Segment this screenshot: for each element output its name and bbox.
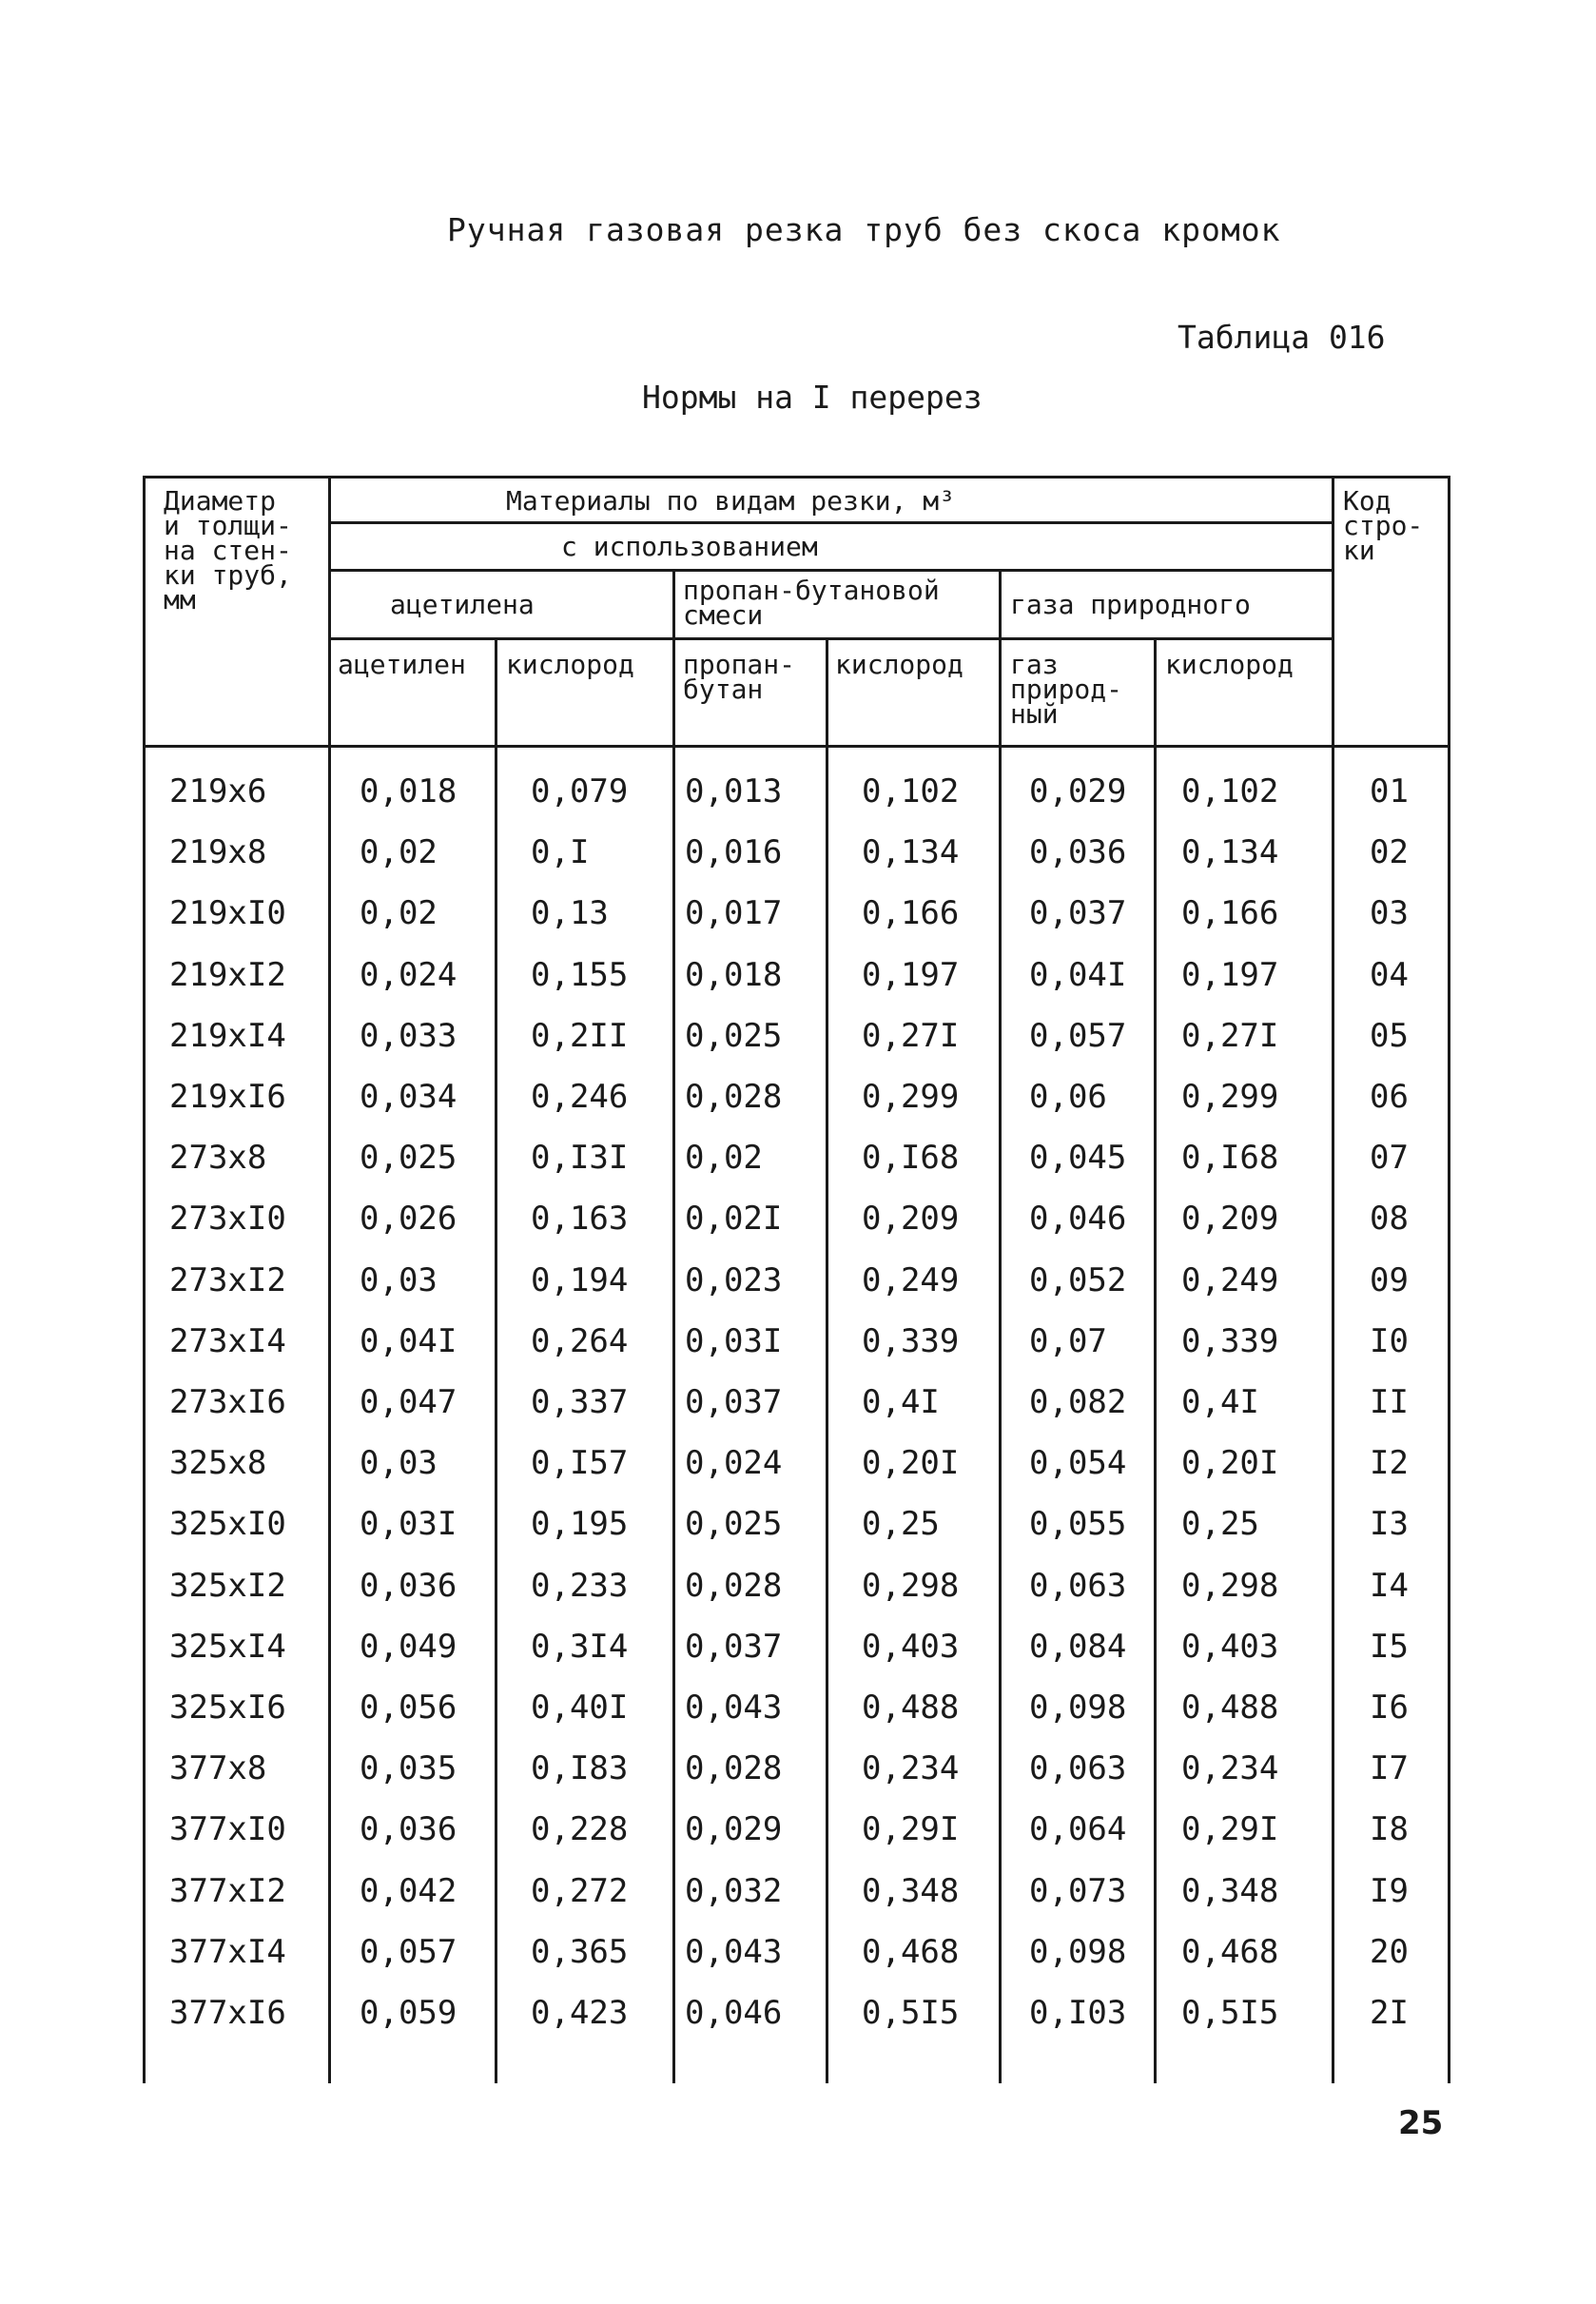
- cell-gas: 0,063: [1029, 1749, 1127, 1788]
- cell-code: 04: [1370, 955, 1409, 994]
- cell-oxygen-1: 0,2II: [531, 1016, 629, 1055]
- row-divider: [328, 637, 1334, 640]
- cell-propane: 0,025: [685, 1016, 783, 1055]
- cell-gas: 0,073: [1029, 1871, 1127, 1910]
- page-number: 25: [1398, 2104, 1444, 2142]
- cell-oxygen-1: 0,155: [531, 955, 629, 994]
- cell-oxygen-1: 0,079: [531, 772, 629, 810]
- cell-diameter: 273x8: [169, 1139, 267, 1178]
- header-usage: с использованием: [561, 531, 818, 562]
- cell-propane: 0,032: [685, 1871, 783, 1910]
- cell-oxygen-3: 0,249: [1181, 1260, 1279, 1299]
- table-border-right: [1448, 476, 1450, 2083]
- cell-code: I4: [1370, 1566, 1409, 1605]
- cell-oxygen-2: 0,339: [862, 1321, 960, 1360]
- cell-oxygen-3: 0,339: [1181, 1321, 1279, 1360]
- cell-diameter: 377xI2: [169, 1871, 286, 1910]
- cell-acetylene: 0,059: [360, 1994, 457, 2032]
- header-materials: Материалы по видам резки, м³: [506, 485, 956, 517]
- cell-acetylene: 0,02: [360, 894, 438, 933]
- cell-propane: 0,017: [685, 894, 783, 933]
- cell-gas: 0,098: [1029, 1689, 1127, 1727]
- col-divider: [328, 476, 331, 2083]
- col-divider: [672, 571, 675, 2083]
- table-border-top: [143, 476, 1450, 478]
- cell-gas: 0,054: [1029, 1444, 1127, 1483]
- cell-propane: 0,023: [685, 1260, 783, 1299]
- cell-oxygen-2: 0,27I: [862, 1016, 960, 1055]
- cell-oxygen-2: 0,488: [862, 1689, 960, 1727]
- cell-oxygen-3: 0,102: [1181, 772, 1279, 810]
- cell-propane: 0,025: [685, 1505, 783, 1544]
- cell-oxygen-1: 0,I83: [531, 1749, 629, 1788]
- cell-oxygen-2: 0,134: [862, 833, 960, 872]
- col-divider: [495, 639, 497, 2083]
- cell-propane: 0,037: [685, 1383, 783, 1421]
- cell-oxygen-1: 0,337: [531, 1383, 629, 1421]
- cell-oxygen-2: 0,4I: [862, 1383, 940, 1421]
- cell-oxygen-3: 0,298: [1181, 1566, 1279, 1605]
- cell-oxygen-1: 0,163: [531, 1200, 629, 1239]
- row-divider: [328, 521, 1334, 524]
- cell-oxygen-1: 0,40I: [531, 1689, 629, 1727]
- cell-acetylene: 0,02: [360, 833, 438, 872]
- cell-code: I7: [1370, 1749, 1409, 1788]
- cell-acetylene: 0,034: [360, 1078, 457, 1116]
- cell-gas: 0,057: [1029, 1016, 1127, 1055]
- cell-gas: 0,036: [1029, 833, 1127, 872]
- cell-diameter: 219xI4: [169, 1016, 286, 1055]
- cell-acetylene: 0,024: [360, 955, 457, 994]
- cell-gas: 0,I03: [1029, 1994, 1127, 2032]
- cell-propane: 0,02I: [685, 1200, 783, 1239]
- header-sub-gas: газ природ- ный: [1010, 649, 1123, 730]
- header-bottom-border: [143, 745, 1450, 748]
- cell-oxygen-1: 0,365: [531, 1932, 629, 1971]
- norms-table: [143, 476, 1450, 2083]
- cell-gas: 0,084: [1029, 1627, 1127, 1666]
- header-gas-group: газа природного: [1010, 589, 1251, 620]
- cell-gas: 0,055: [1029, 1505, 1127, 1544]
- col-divider: [826, 639, 828, 2083]
- cell-diameter: 325xI6: [169, 1689, 286, 1727]
- cell-oxygen-1: 0,272: [531, 1871, 629, 1910]
- page-title: Ручная газовая резка труб без скоса кромок: [447, 211, 1281, 248]
- cell-gas: 0,064: [1029, 1810, 1127, 1849]
- cell-diameter: 377xI0: [169, 1810, 286, 1849]
- cell-gas: 0,046: [1029, 1200, 1127, 1239]
- cell-acetylene: 0,056: [360, 1689, 457, 1727]
- cell-oxygen-1: 0,423: [531, 1994, 629, 2032]
- header-acetylene-group: ацетилена: [390, 589, 535, 620]
- cell-gas: 0,063: [1029, 1566, 1127, 1605]
- cell-oxygen-3: 0,468: [1181, 1932, 1279, 1971]
- cell-diameter: 273xI6: [169, 1383, 286, 1421]
- cell-oxygen-3: 0,299: [1181, 1078, 1279, 1116]
- cell-diameter: 377xI6: [169, 1994, 286, 2032]
- cell-oxygen-1: 0,I3I: [531, 1139, 629, 1178]
- col-divider: [999, 571, 1002, 2083]
- cell-oxygen-2: 0,20I: [862, 1444, 960, 1483]
- cell-oxygen-3: 0,25: [1181, 1505, 1259, 1544]
- cell-oxygen-2: 0,209: [862, 1200, 960, 1239]
- cell-oxygen-2: 0,25: [862, 1505, 940, 1544]
- cell-propane: 0,013: [685, 772, 783, 810]
- cell-oxygen-1: 0,13: [531, 894, 609, 933]
- cell-oxygen-2: 0,234: [862, 1749, 960, 1788]
- cell-diameter: 219xI0: [169, 894, 286, 933]
- cell-oxygen-2: 0,298: [862, 1566, 960, 1605]
- cell-code: 2I: [1370, 1994, 1409, 2032]
- cell-oxygen-3: 0,27I: [1181, 1016, 1279, 1055]
- cell-oxygen-2: 0,468: [862, 1932, 960, 1971]
- cell-acetylene: 0,057: [360, 1932, 457, 1971]
- cell-diameter: 219x6: [169, 772, 267, 810]
- cell-oxygen-1: 0,246: [531, 1078, 629, 1116]
- cell-acetylene: 0,036: [360, 1566, 457, 1605]
- cell-diameter: 273xI2: [169, 1260, 286, 1299]
- cell-code: 20: [1370, 1932, 1409, 1971]
- cell-propane: 0,046: [685, 1994, 783, 2032]
- cell-code: 09: [1370, 1260, 1409, 1299]
- cell-oxygen-3: 0,209: [1181, 1200, 1279, 1239]
- cell-gas: 0,082: [1029, 1383, 1127, 1421]
- cell-oxygen-2: 0,249: [862, 1260, 960, 1299]
- cell-acetylene: 0,026: [360, 1200, 457, 1239]
- cell-oxygen-1: 0,264: [531, 1321, 629, 1360]
- cell-oxygen-1: 0,I57: [531, 1444, 629, 1483]
- cell-acetylene: 0,033: [360, 1016, 457, 1055]
- cell-oxygen-3: 0,403: [1181, 1627, 1279, 1666]
- cell-diameter: 219xI2: [169, 955, 286, 994]
- cell-propane: 0,018: [685, 955, 783, 994]
- cell-code: 01: [1370, 772, 1409, 810]
- cell-acetylene: 0,042: [360, 1871, 457, 1910]
- cell-oxygen-1: 0,195: [531, 1505, 629, 1544]
- cell-oxygen-3: 0,197: [1181, 955, 1279, 994]
- cell-acetylene: 0,03: [360, 1444, 438, 1483]
- table-subtitle: Нормы на I перерез: [642, 379, 983, 416]
- cell-acetylene: 0,025: [360, 1139, 457, 1178]
- cell-acetylene: 0,03: [360, 1260, 438, 1299]
- cell-oxygen-2: 0,102: [862, 772, 960, 810]
- cell-diameter: 377x8: [169, 1749, 267, 1788]
- header-sub-oxygen-3: кислород: [1165, 649, 1294, 680]
- cell-propane: 0,028: [685, 1566, 783, 1605]
- header-sub-oxygen-2: кислород: [835, 649, 963, 680]
- cell-propane: 0,043: [685, 1932, 783, 1971]
- cell-acetylene: 0,036: [360, 1810, 457, 1849]
- cell-oxygen-3: 0,20I: [1181, 1444, 1279, 1483]
- cell-oxygen-3: 0,488: [1181, 1689, 1279, 1727]
- cell-oxygen-2: 0,348: [862, 1871, 960, 1910]
- cell-code: I8: [1370, 1810, 1409, 1849]
- cell-code: 06: [1370, 1078, 1409, 1116]
- cell-gas: 0,07: [1029, 1321, 1107, 1360]
- cell-oxygen-3: 0,5I5: [1181, 1994, 1279, 2032]
- cell-diameter: 325xI4: [169, 1627, 286, 1666]
- cell-gas: 0,037: [1029, 894, 1127, 933]
- cell-propane: 0,03I: [685, 1321, 783, 1360]
- cell-code: 07: [1370, 1139, 1409, 1178]
- cell-code: 05: [1370, 1016, 1409, 1055]
- cell-propane: 0,043: [685, 1689, 783, 1727]
- cell-code: II: [1370, 1383, 1409, 1421]
- cell-code: 08: [1370, 1200, 1409, 1239]
- cell-oxygen-3: 0,234: [1181, 1749, 1279, 1788]
- cell-propane: 0,029: [685, 1810, 783, 1849]
- cell-gas: 0,06: [1029, 1078, 1107, 1116]
- cell-oxygen-2: 0,197: [862, 955, 960, 994]
- cell-code: I2: [1370, 1444, 1409, 1483]
- cell-oxygen-2: 0,166: [862, 894, 960, 933]
- cell-oxygen-3: 0,166: [1181, 894, 1279, 933]
- cell-oxygen-1: 0,3I4: [531, 1627, 629, 1666]
- cell-oxygen-1: 0,228: [531, 1810, 629, 1849]
- cell-gas: 0,098: [1029, 1932, 1127, 1971]
- header-code: Код стро- ки: [1343, 485, 1424, 566]
- cell-oxygen-3: 0,29I: [1181, 1810, 1279, 1849]
- cell-code: I9: [1370, 1871, 1409, 1910]
- header-diameter: Диаметр и толщи- на стен- ки труб, мм: [164, 485, 292, 615]
- cell-oxygen-3: 0,4I: [1181, 1383, 1259, 1421]
- cell-acetylene: 0,03I: [360, 1505, 457, 1544]
- cell-acetylene: 0,049: [360, 1627, 457, 1666]
- table-label: Таблица 016: [1178, 319, 1386, 356]
- cell-acetylene: 0,035: [360, 1749, 457, 1788]
- cell-code: I3: [1370, 1505, 1409, 1544]
- cell-oxygen-1: 0,233: [531, 1566, 629, 1605]
- header-sub-oxygen-1: кислород: [506, 649, 634, 680]
- cell-diameter: 325xI2: [169, 1566, 286, 1605]
- cell-oxygen-1: 0,I: [531, 833, 590, 872]
- cell-diameter: 377xI4: [169, 1932, 286, 1971]
- cell-oxygen-2: 0,I68: [862, 1139, 960, 1178]
- cell-code: I5: [1370, 1627, 1409, 1666]
- col-divider: [1332, 476, 1334, 2083]
- cell-oxygen-2: 0,403: [862, 1627, 960, 1666]
- cell-code: I0: [1370, 1321, 1409, 1360]
- cell-oxygen-2: 0,29I: [862, 1810, 960, 1849]
- cell-propane: 0,02: [685, 1139, 763, 1178]
- cell-propane: 0,028: [685, 1749, 783, 1788]
- header-sub-acetylene: ацетилен: [338, 649, 466, 680]
- cell-oxygen-3: 0,134: [1181, 833, 1279, 872]
- cell-code: 02: [1370, 833, 1409, 872]
- cell-diameter: 273xI0: [169, 1200, 286, 1239]
- cell-oxygen-3: 0,I68: [1181, 1139, 1279, 1178]
- cell-acetylene: 0,047: [360, 1383, 457, 1421]
- cell-diameter: 219x8: [169, 833, 267, 872]
- cell-oxygen-3: 0,348: [1181, 1871, 1279, 1910]
- cell-diameter: 273xI4: [169, 1321, 286, 1360]
- header-sub-propane: пропан- бутан: [683, 649, 796, 705]
- row-divider: [328, 569, 1334, 572]
- col-divider: [1154, 639, 1157, 2083]
- cell-code: I6: [1370, 1689, 1409, 1727]
- cell-propane: 0,028: [685, 1078, 783, 1116]
- cell-acetylene: 0,04I: [360, 1321, 457, 1360]
- cell-oxygen-2: 0,299: [862, 1078, 960, 1116]
- cell-gas: 0,052: [1029, 1260, 1127, 1299]
- header-propane-group: пропан-бутановой смеси: [683, 575, 940, 631]
- cell-gas: 0,045: [1029, 1139, 1127, 1178]
- cell-diameter: 219xI6: [169, 1078, 286, 1116]
- cell-acetylene: 0,018: [360, 772, 457, 810]
- cell-gas: 0,04I: [1029, 955, 1127, 994]
- cell-oxygen-1: 0,194: [531, 1260, 629, 1299]
- cell-propane: 0,024: [685, 1444, 783, 1483]
- cell-propane: 0,016: [685, 833, 783, 872]
- cell-gas: 0,029: [1029, 772, 1127, 810]
- table-border-left: [143, 476, 146, 2083]
- cell-diameter: 325x8: [169, 1444, 267, 1483]
- cell-code: 03: [1370, 894, 1409, 933]
- cell-diameter: 325xI0: [169, 1505, 286, 1544]
- cell-oxygen-2: 0,5I5: [862, 1994, 960, 2032]
- cell-propane: 0,037: [685, 1627, 783, 1666]
